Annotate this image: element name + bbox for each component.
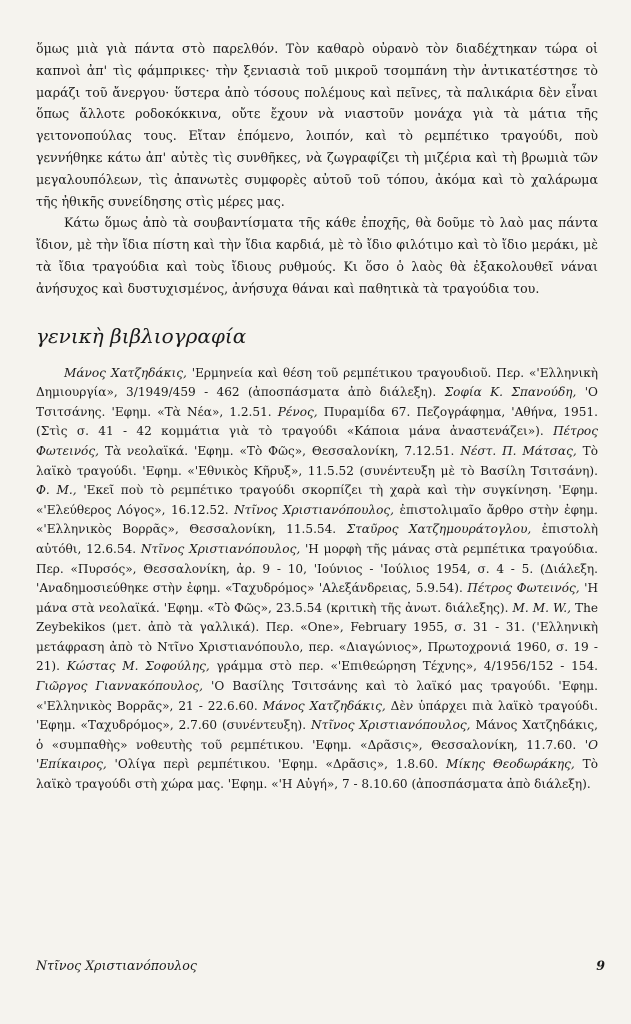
entry-text: Τὸ λαϊκὸ τραγούδι στὴ χώρα μας. 'Εφημ. «'Η Αὐγή», 7 - 8.10.60 (ἀποσπάσματα ἀπὸ διάλεξη). xyxy=(36,757,598,792)
entry-author: Ρένος, xyxy=(277,404,318,419)
entry-author: Ντῖνος Χριστιανόπουλος, xyxy=(311,718,471,733)
entry-text: 'Ο Βασίλης Τσιτσάνης καὶ τὸ λαϊκό μας τραγούδι. 'Εφημ. «'Ελληνικὸς Βορρᾶς», 21 - 22.6.60. xyxy=(36,679,598,713)
entry-author: Μίκης Θεοδωράκης, xyxy=(445,757,575,772)
entry-author: Νέστ. Π. Μάτσας, xyxy=(460,443,577,458)
entry-author: Ντῖνος Χριστιανόπουλος, xyxy=(140,541,301,556)
entry-text: Τὰ νεολαϊκά. 'Εφημ. «Τὸ Φῶς», Θεσσαλονίκη, 7.12.51. xyxy=(98,443,461,458)
entry-text: Πυραμίδα 67. Πεζογράφημα, 'Αθήνα, 1951. (Στὶς σ. 41 - 42 κομμάτια γιὰ τὸ τραγούδι «Κάποια μάνα ἀναστενάζει»). xyxy=(36,404,598,439)
entry-author: Ντῖνος Χριστιανόπουλος, xyxy=(234,502,395,517)
entry-author: Σταῦρος Χατζημουράτογλου, xyxy=(346,522,532,537)
entry-author: Μάνος Χατζηδάκις, xyxy=(262,698,386,713)
entry-text: 'Εκεῖ ποὺ τὸ ρεμπέτικο τραγούδι σκορπίζει τὴ χαρὰ καὶ τὴν συγκίνηση. 'Εφημ. «'Ελεύθερος Λόγος», 16.12.52. xyxy=(36,483,598,517)
entry-author: Γιῶργος Γιαννακόπουλος, xyxy=(36,679,203,694)
entry-text: Τὸ λαϊκὸ τραγούδι. 'Εφημ. «'Εθνικὸς Κῆρυξ», 11.5.52 (συνέντευξη μὲ τὸ Βασίλη Τσιτσάνη). xyxy=(36,443,598,478)
body-paragraph-2: Κάτω ὅμως ἀπὸ τὰ σουβαντίσματα τῆς κάθε ἐποχῆς, θὰ δοῦμε τὸ λαὸ μας πάντα ἴδιον, μὲ τὴν ἴδια πίστη καὶ τὴν ἴδια καρδιά, μὲ τὸ ἴδιο φιλότιμο καὶ τὸ ἴδιο μεράκι, μὲ τὰ ἴδια τραγούδια καὶ τοὺς ἴδιους ρυθμούς. Κι ὅσο ὁ λαὸς θὰ ἐξακολουθεῖ νάναι ἀνήσυχος καὶ δυστυχισμένος, ἀνήσυχα θάναι καὶ παθητικὰ τὰ τραγούδια του. xyxy=(36,215,598,296)
entry-text: γράμμα στὸ περ. «'Επιθεώρηση Τέχνης», 4/1956/152 - 154. xyxy=(209,659,599,674)
entry-text: 'Ο Τσιτσάνης. 'Εφημ. «Τὰ Νέα», 1.2.51. xyxy=(36,385,598,419)
entry-text: 'Ερμηνεία καὶ θέση τοῦ ρεμπέτικου τραγουδιοῦ. Περ. «'Ελληνικὴ Δημιουργία», 3/1949/459 - 462 (ἀποσπάσματα ἀπὸ διάλεξη). xyxy=(36,365,598,400)
section-heading: γενικὴ βιβλιογραφία xyxy=(36,323,247,348)
entry-text: Δὲν ὑπάρχει πιὰ λαϊκὸ τραγούδι. 'Εφημ. «Ταχυδρόμος», 2.7.60 (συνέντευξη). xyxy=(36,698,598,733)
entry-text: 'Ολίγα περὶ ρεμπέτικου. 'Εφημ. «Δρᾶσις», 1.8.60. xyxy=(106,757,446,772)
bibliography-paragraph xyxy=(36,364,598,795)
entry-text: The Zeybekikos (μετ. ἀπὸ τὰ γαλλικά). Περ. «One», February 1955, σ. 31 - 31. ('Ελληνικὴ μετάφραση ἀπὸ τὸ Ντῖνο Χριστιανόπουλο, περ. «Διαγώνιος», Πρωτοχρονιά 1960, σ. 19 - 21). xyxy=(36,600,599,674)
entry-author: Πέτρος Φωτεινός, xyxy=(36,424,598,458)
page-body xyxy=(36,38,598,795)
bibliography-entry xyxy=(67,659,598,673)
entry-author: 'Ο 'Επίκαιρος, xyxy=(36,737,598,772)
entry-author: Σοφία Κ. Σπανούδη, xyxy=(444,385,577,400)
entry-author: M. M. W., xyxy=(512,600,571,615)
entry-author: Κώστας Μ. Σοφούλης, xyxy=(66,659,210,674)
entry-text: 'Η μάνα στὰ νεολαϊκά. 'Εφημ. «Τὸ Φῶς», 23.5.54 (κριτικὴ τῆς ἀνωτ. διάλεξης). xyxy=(36,581,599,615)
body-paragraph-1: ὅμως μιὰ γιὰ πάντα στὸ παρελθόν. Τὸν καθαρὸ οὐρανὸ τὸν διαδέχτηκαν τώρα οἱ καπνοὶ ἀπ' τὶς φάμπρικες· τὴν ξενιασιὰ τοῦ μικροῦ τσομπάνη τὴν ἀντικατέστησε τὸ μαράζι τοῦ ἄνεργου· ὕστερα ἀπὸ τόσους πολέμους καὶ πεῖνες, τὰ παλικάρια δὲν εἶναι ὅπως ἄλλοτε ροδοκόκκινα, οὔτε ἔχουν νὰ νιαστοῦν μονάχα γιὰ τὰ μάτια τῆς γειτονοπούλας τους. Εἴταν ἑπόμενο, λοιπόν, καὶ τὸ ρεμπέτικο τραγούδι, ποὺ γεννήθηκε κάτω ἀπ' αὐτὲς τὶς συνθῆκες, νὰ ζωγραφίζει τὴ μιζέρια καὶ τὴ βρωμιὰ τῶν μεγαλουπόλεων, τὶς ἀπανωτὲς συμφορὲς αὐτοῦ τοῦ τόπου, ἀκόμα καὶ τὸ χαλάρωμα τῆς ἠθικῆς συνείδησης στὶς μέρες μας. xyxy=(36,41,598,209)
footer-author: Ντῖνος Χριστιανόπουλος xyxy=(36,958,197,973)
entry-text: 'Η μορφὴ τῆς μάνας στὰ ρεμπέτικα τραγούδια. Περ. «Πυρσός», Θεσσαλονίκη, ἀρ. 9 - 10, 'Ιούνιος - 'Ιούλιος 1954, σ. 4 - 5. (Διάλεξη. 'Αναδημοσιεύθηκε στὴν ἐφημ. «Ταχυδρόμος» 'Αλεξάνδρειας, 5.9.54). xyxy=(36,541,598,596)
entry-text: ἐπιστολιμαῖο ἄρθρο στὴν ἐφημ. «'Ελληνικὸς Βορρᾶς», Θεσσαλονίκη, 11.5.54. xyxy=(36,502,599,537)
entry-text: Μάνος Χατζηδάκις, ὁ «συμπαθὴς» νοθευτὴς τοῦ ρεμπέτικου. 'Εφημ. «Δρᾶσις», Θεσσαλονίκη, 11.7.60. xyxy=(36,718,598,752)
page-number: 9 xyxy=(596,958,605,973)
entry-author: Πέτρος Φωτεινός, xyxy=(467,581,580,596)
entry-text: ἐπιστολὴ αὐτόθι, 12.6.54. xyxy=(36,522,598,556)
entry-author: Φ. Μ., xyxy=(36,483,77,498)
entry-author: Μάνος Χατζηδάκις, xyxy=(64,365,187,380)
